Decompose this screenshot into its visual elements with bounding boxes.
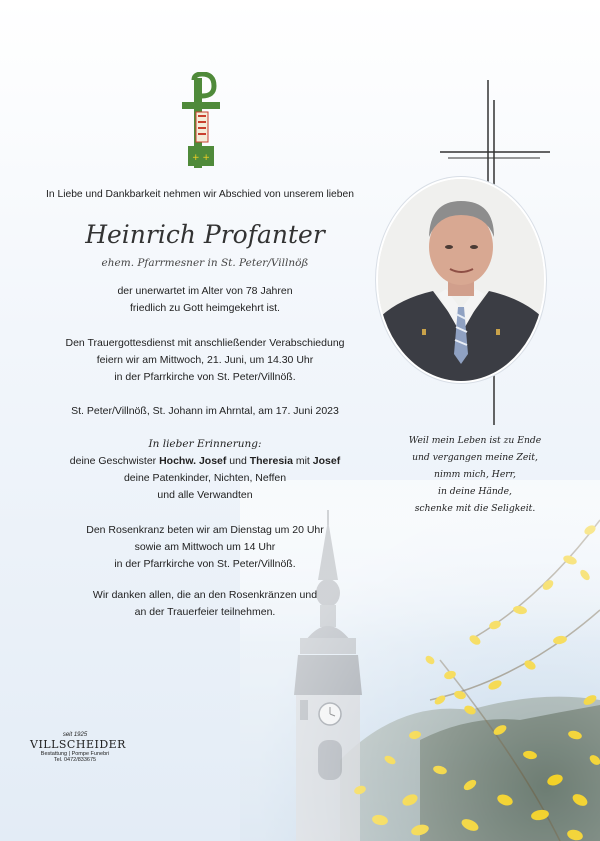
poem-line: und vergangen meine Zeit, — [412, 452, 538, 463]
cross-emblem-icon — [180, 72, 222, 170]
conjunction: mit — [292, 455, 313, 467]
sibling-name: Josef — [312, 455, 341, 467]
deceased-name: Heinrich Profanter — [85, 220, 325, 249]
poem-line: in deine Hände, — [438, 486, 512, 497]
rosary-line: Den Rosenkranz beten wir am Dienstag um 20 Uhr — [86, 524, 324, 536]
logo-phone: Tel. 0472/833675 — [53, 757, 97, 763]
poem-line: nimm mich, Herr, — [434, 469, 516, 480]
service-line: feiern wir am Mittwoch, 21. Juni, um 14.30 Uhr — [96, 354, 314, 366]
memorial-poem — [390, 432, 560, 517]
relatives-line: und alle Verwandten — [157, 489, 253, 501]
intro-text: In Liebe und Dankbarkeit nehmen wir Abschied von unserem lieben — [46, 189, 354, 200]
logo-tagline: Bestattung | Pompe Funebri — [40, 751, 110, 757]
passing-notice — [40, 283, 370, 317]
sibling-name: Hochw. Josef — [159, 455, 227, 467]
svg-text:+ +: + + — [192, 153, 210, 163]
relatives-line: deine Patenkinder, Nichten, Neffen — [123, 472, 287, 484]
deceased-role: ehem. Pfarrmesner in St. Peter/Villnöß — [101, 257, 309, 269]
thanks-line: an der Trauerfeier teilnehmen. — [134, 606, 276, 618]
service-line: in der Pfarrkirche von St. Peter/Villnöß. — [114, 371, 296, 383]
sibling-name: Theresia — [249, 455, 293, 467]
logo-brand: VILLSCHEIDER — [30, 738, 126, 751]
logo-since: seit 1925 — [62, 732, 88, 738]
rosary-line: in der Pfarrkirche von St. Peter/Villnöß. — [114, 558, 296, 570]
rosary-info — [40, 522, 370, 573]
conjunction: und — [226, 455, 250, 467]
poem-line: schenke mit die Seligkeit. — [414, 503, 536, 514]
service-line: Den Trauergottesdienst mit anschließender Verabschiedung — [65, 337, 345, 349]
passing-line: der unerwartet im Alter von 78 Jahren — [117, 285, 293, 297]
thanks-line: Wir danken allen, die an den Rosenkränzen und — [92, 589, 318, 601]
poem-line: Weil mein Leben ist zu Ende — [408, 435, 542, 446]
funeral-service-info — [40, 335, 370, 386]
passing-line: friedlich zu Gott heimgekehrt ist. — [130, 302, 280, 314]
siblings-text: deine Geschwister — [69, 455, 160, 467]
rosary-line: sowie am Mittwoch um 14 Uhr — [134, 541, 276, 553]
funeral-home-logo — [30, 732, 126, 763]
siblings-line — [40, 453, 370, 470]
mourners-list — [40, 436, 370, 504]
place-date: St. Peter/Villnöß, St. Johann im Ahrntal, am 17. Juni 2023 — [71, 405, 339, 417]
memory-heading: In lieber Erinnerung: — [148, 438, 262, 450]
thanks-note — [40, 587, 370, 621]
portrait-photo — [376, 177, 546, 383]
